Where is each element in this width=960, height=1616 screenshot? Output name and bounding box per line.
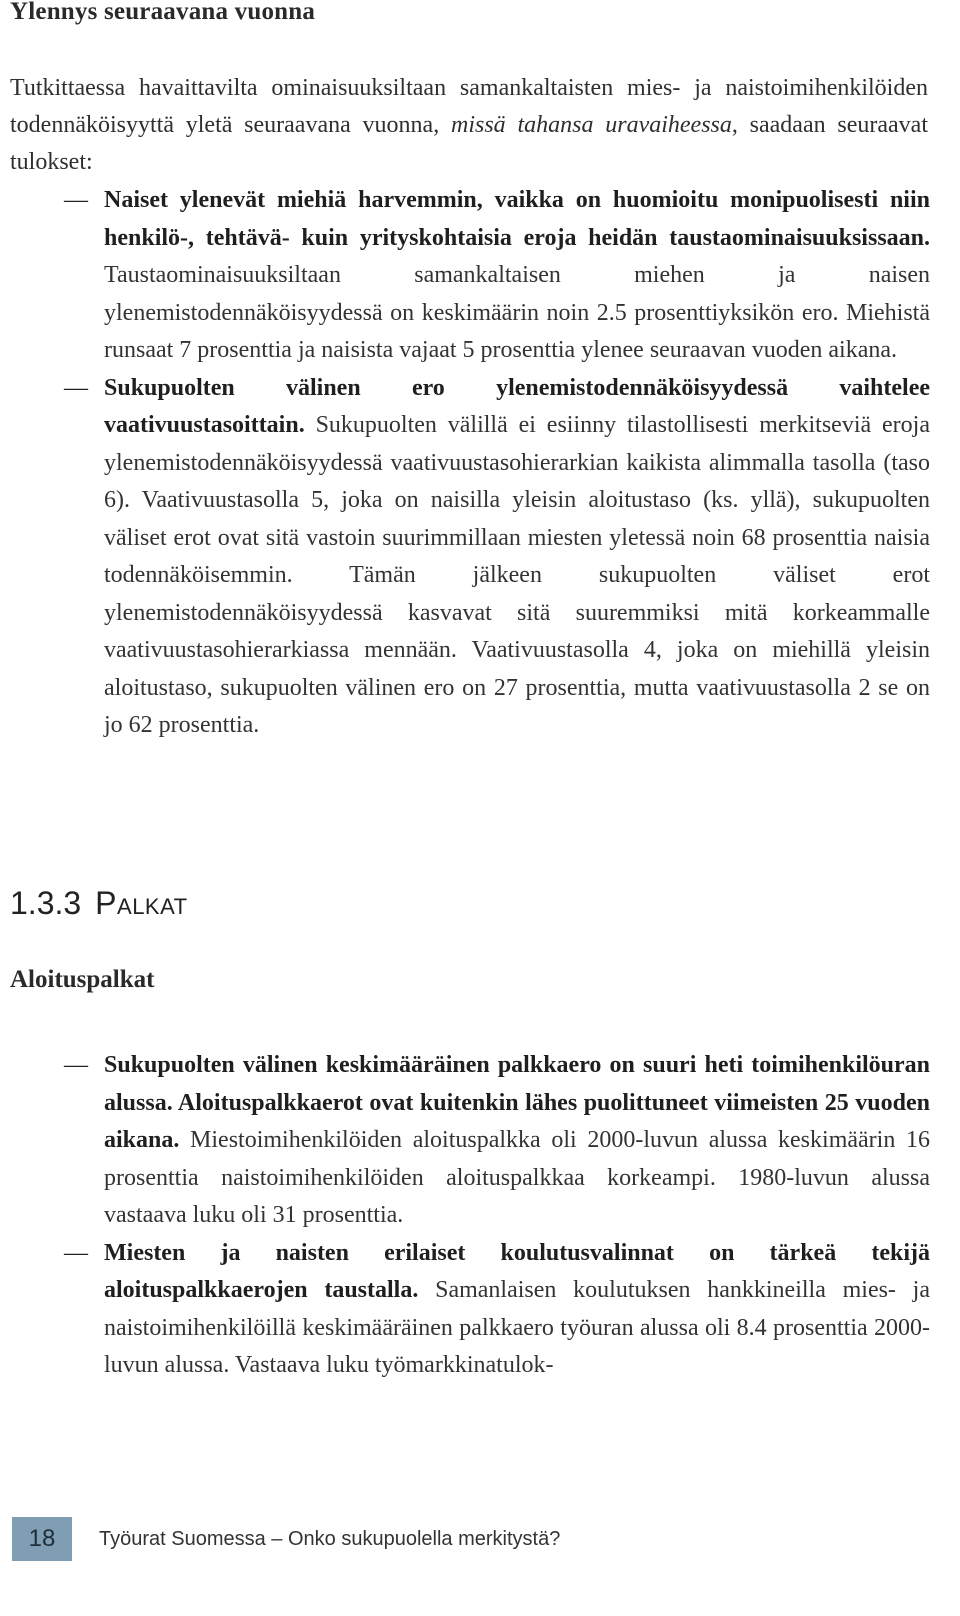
page-number-badge: 18 [12,1517,72,1561]
bullet-item [0,1047,930,1235]
subsection-number: 1.3.3 [10,885,82,921]
bullet-dash: — [64,1052,88,1078]
bullet-dash: — [64,1239,88,1266]
promotion-bullet-list [0,182,930,745]
bullet-bold-lead: Miesten ja naisten erilaiset koulutusvalinnat on tärkeä tekijä aloituspalkkaerojen taustalla. [104,1239,930,1303]
subsection-heading [10,885,188,922]
bullet-dash: — [64,374,88,401]
bullet-text: Miestoimihenkilöiden aloituspalkka oli 2000-luvun alussa keskimäärin 16 prosenttia naistoimihenkilöiden aloituspalkkaa korkeampi. 1980-luvun alussa vastaava luku oli 31 prosenttia. [104,1127,930,1228]
intro-italic: missä tahansa uravaiheessa [450,112,732,138]
page-footer [0,1514,960,1564]
bullet-text: Samanlaisen koulutuksen hankkineilla mies- ja naistoimihenkilöillä keskimääräinen palkkaero työuran alussa oli 8.4 prosenttia 2000-luvun alussa. Vastaava luku työmarkkinatulok- [104,1277,930,1378]
bullet-bold-lead: Sukupuolten välinen keskimääräinen palkkaero on suuri heti toimihenkilöuran alussa. Aloituspalkkaerot ovat kuitenkin lähes puolittuneet viimeisten 25 vuoden aikana. [104,1052,930,1153]
bullet-dash: — [64,187,88,213]
section-heading: Ylennys seuraavana vuonna [10,0,316,25]
bullet-item [0,182,930,370]
bullet-item [0,370,930,745]
intro-text-start: Tutkittaessa havaittavilta ominaisuuksiltaan samankaltaisten mies- ja naistoimihenkilöiden todennäköisyyttä yletä seuraavana vuonna, [10,75,928,138]
subsection-title: Palkat [95,885,188,921]
salary-bullet-list [0,1047,930,1385]
bullet-text: Taustaominaisuuksiltaan samankaltaisen miehen ja naisen ylenemistodennäköisyydessä on keskimäärin noin 2.5 prosenttiyksikön ero. Miehistä runsaat 7 prosenttia ja naisista vajaat 5 prosenttia ylenee seuraavan vuoden aikana. [104,262,930,363]
bullet-item [0,1235,930,1385]
intro-paragraph [10,70,928,181]
bullet-bold-lead: Sukupuolten välinen ero ylenemistodennäköisyydessä vaihtelee vaativuustasoittain. [104,374,930,438]
bullet-bold-lead: Naiset ylenevät miehiä harvemmin, vaikka on huomioitu monipuolisesti niin henkilö-, tehtävä- kuin yrityskohtaisia eroja heidän taustaominaisuuksissaan. [104,187,930,251]
bullet-text: Sukupuolten välillä ei esiinny tilastollisesti merkitseviä eroja ylenemistodennäköisyydessä vaativuustasohierarkian kaikista alimmalla tasolla (taso 6). Vaativuustasolla 5, joka on naisilla yleisin aloitustaso (ks. yllä), sukupuolten väliset erot ovat sitä vastoin suurimmillaan miesten yletessä noin 68 prosenttia naisia todennäköisemmin. Tämän jälkeen sukupuolten väliset erot ylenemistodennäköisyydessä kasvavat sitä suuremmiksi mitä korkeammalle vaativuustasohierarkiassa mennään. Vaativuustasolla 4, joka on miehillä yleisin aloitustaso, sukupuolten välinen ero on 27 prosenttia, mutta vaativuustasolla 2 se on jo 62 prosenttia. [104,412,930,738]
footer-publication-title: Työurat Suomessa – Onko sukupuolella merkitystä? [99,1528,561,1550]
intro-text-end: , saadaan seuraavat tulokset: [10,112,928,175]
subsubsection-heading: Aloituspalkat [10,966,155,993]
